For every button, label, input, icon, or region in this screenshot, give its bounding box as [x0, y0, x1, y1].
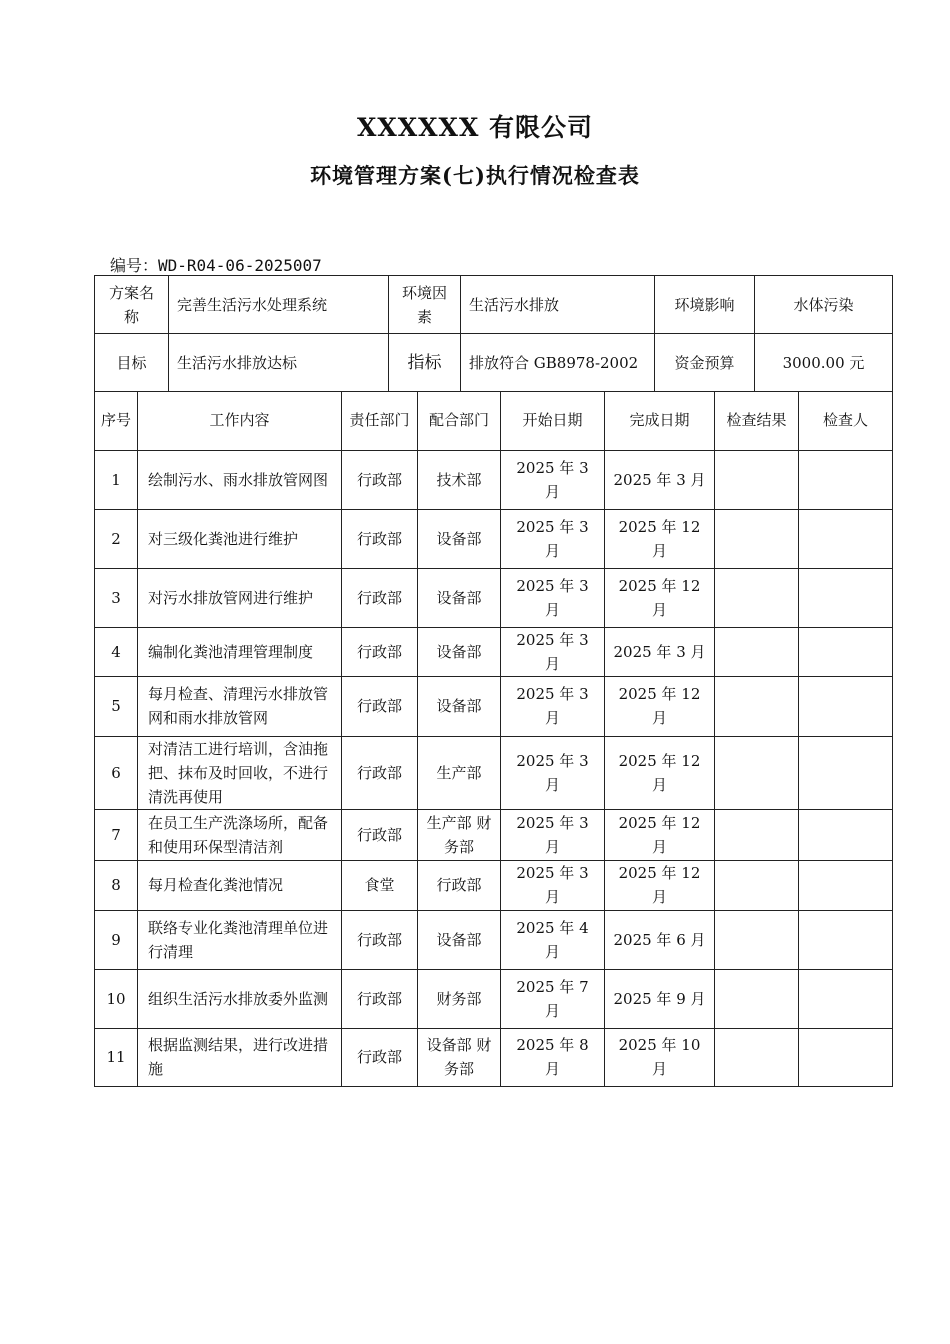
- cell-end: 2025 年 12 月: [605, 509, 715, 568]
- cell-resp: 食堂: [342, 860, 418, 910]
- env-impact-label: 环境影响: [655, 276, 755, 334]
- cell-resp: 行政部: [342, 969, 418, 1028]
- cell-result: [715, 860, 799, 910]
- cell-resp: 行政部: [342, 910, 418, 969]
- cell-checker: [799, 809, 893, 860]
- header-checker: 检查人: [799, 391, 893, 450]
- cell-start: 2025 年 3 月: [501, 676, 605, 736]
- cell-coop: 财务部: [418, 969, 501, 1028]
- cell-end: 2025 年 3 月: [605, 627, 715, 676]
- header-no: 序号: [95, 391, 138, 450]
- cell-result: [715, 910, 799, 969]
- table-header-row: [95, 391, 893, 450]
- cell-content: 绘制污水、雨水排放管网图: [138, 450, 342, 509]
- plan-info-table: [94, 275, 893, 392]
- cell-resp: 行政部: [342, 736, 418, 809]
- cell-coop: 设备部: [418, 676, 501, 736]
- cell-no: 5: [95, 676, 138, 736]
- cell-coop: 技术部: [418, 450, 501, 509]
- table-row: [95, 736, 893, 809]
- cell-start: 2025 年 3 月: [501, 627, 605, 676]
- table-row: [95, 860, 893, 910]
- target-value: 生活污水排放达标: [169, 334, 389, 392]
- cell-result: [715, 676, 799, 736]
- target-label: 目标: [95, 334, 169, 392]
- indicator-value: 排放符合 GB8978-2002: [461, 334, 655, 392]
- cell-end: 2025 年 10 月: [605, 1028, 715, 1086]
- cell-content: 每月检查、清理污水排放管网和雨水排放管网: [138, 676, 342, 736]
- cell-end: 2025 年 6 月: [605, 910, 715, 969]
- header-start: 开始日期: [501, 391, 605, 450]
- cell-start: 2025 年 3 月: [501, 509, 605, 568]
- cell-resp: 行政部: [342, 509, 418, 568]
- table-row: [95, 450, 893, 509]
- cell-no: 11: [95, 1028, 138, 1086]
- table-row: [95, 910, 893, 969]
- cell-resp: 行政部: [342, 568, 418, 627]
- cell-result: [715, 450, 799, 509]
- document-number: 编号：WD-R04-06-2025007: [110, 256, 322, 275]
- cell-start: 2025 年 3 月: [501, 736, 605, 809]
- cell-coop: 生产部: [418, 736, 501, 809]
- cell-coop: 生产部 财务部: [418, 809, 501, 860]
- form-title: 环境管理方案(七)执行情况检查表: [310, 163, 640, 188]
- cell-start: 2025 年 7 月: [501, 969, 605, 1028]
- cell-content: 联络专业化粪池清理单位进行清理: [138, 910, 342, 969]
- cell-no: 10: [95, 969, 138, 1028]
- task-table: [94, 391, 893, 1087]
- cell-content: 根据监测结果，进行改进措施: [138, 1028, 342, 1086]
- cell-no: 6: [95, 736, 138, 809]
- cell-coop: 设备部: [418, 568, 501, 627]
- header-resp: 责任部门: [342, 391, 418, 450]
- table-row: [95, 809, 893, 860]
- cell-result: [715, 1028, 799, 1086]
- cell-checker: [799, 736, 893, 809]
- table-row: [95, 627, 893, 676]
- cell-end: 2025 年 12 月: [605, 568, 715, 627]
- cell-checker: [799, 509, 893, 568]
- cell-resp: 行政部: [342, 1028, 418, 1086]
- cell-content: 对三级化粪池进行维护: [138, 509, 342, 568]
- cell-start: 2025 年 4 月: [501, 910, 605, 969]
- cell-checker: [799, 627, 893, 676]
- cell-end: 2025 年 12 月: [605, 860, 715, 910]
- cell-result: [715, 627, 799, 676]
- cell-start: 2025 年 3 月: [501, 450, 605, 509]
- cell-content: 编制化粪池清理管理制度: [138, 627, 342, 676]
- cell-start: 2025 年 3 月: [501, 568, 605, 627]
- cell-coop: 设备部: [418, 509, 501, 568]
- cell-content: 对污水排放管网进行维护: [138, 568, 342, 627]
- cell-resp: 行政部: [342, 809, 418, 860]
- budget-label: 资金预算: [655, 334, 755, 392]
- cell-coop: 设备部 财务部: [418, 1028, 501, 1086]
- header-coop: 配合部门: [418, 391, 501, 450]
- header-content: 工作内容: [138, 391, 342, 450]
- cell-resp: 行政部: [342, 450, 418, 509]
- cell-checker: [799, 860, 893, 910]
- plan-name-value: 完善生活污水处理系统: [169, 276, 389, 334]
- cell-start: 2025 年 3 月: [501, 809, 605, 860]
- cell-resp: 行政部: [342, 676, 418, 736]
- cell-checker: [799, 969, 893, 1028]
- company-title: XXXXXX 有限公司: [356, 113, 594, 142]
- cell-content: 每月检查化粪池情况: [138, 860, 342, 910]
- cell-result: [715, 809, 799, 860]
- cell-start: 2025 年 8 月: [501, 1028, 605, 1086]
- table-row: [95, 568, 893, 627]
- cell-checker: [799, 568, 893, 627]
- cell-start: 2025 年 3 月: [501, 860, 605, 910]
- cell-no: 7: [95, 809, 138, 860]
- cell-no: 2: [95, 509, 138, 568]
- cell-content: 在员工生产洗涤场所，配备和使用环保型清洁剂: [138, 809, 342, 860]
- cell-checker: [799, 910, 893, 969]
- cell-result: [715, 736, 799, 809]
- env-factor-value: 生活污水排放: [461, 276, 655, 334]
- cell-end: 2025 年 12 月: [605, 736, 715, 809]
- cell-checker: [799, 676, 893, 736]
- table-row: [95, 509, 893, 568]
- cell-no: 8: [95, 860, 138, 910]
- cell-result: [715, 509, 799, 568]
- cell-no: 4: [95, 627, 138, 676]
- cell-coop: 设备部: [418, 910, 501, 969]
- header-end: 完成日期: [605, 391, 715, 450]
- cell-checker: [799, 450, 893, 509]
- cell-coop: 行政部: [418, 860, 501, 910]
- env-impact-value: 水体污染: [755, 276, 893, 334]
- env-factor-label: 环境因素: [389, 276, 461, 334]
- header-result: 检查结果: [715, 391, 799, 450]
- table-row: [95, 969, 893, 1028]
- budget-value: 3000.00 元: [755, 334, 893, 392]
- cell-no: 1: [95, 450, 138, 509]
- cell-result: [715, 568, 799, 627]
- cell-end: 2025 年 12 月: [605, 809, 715, 860]
- cell-end: 2025 年 3 月: [605, 450, 715, 509]
- cell-end: 2025 年 9 月: [605, 969, 715, 1028]
- cell-result: [715, 969, 799, 1028]
- cell-resp: 行政部: [342, 627, 418, 676]
- table-row: [95, 1028, 893, 1086]
- table-row: [95, 676, 893, 736]
- cell-no: 3: [95, 568, 138, 627]
- indicator-label: 指标: [389, 334, 461, 392]
- cell-no: 9: [95, 910, 138, 969]
- plan-name-label: 方案名称: [95, 276, 169, 334]
- cell-end: 2025 年 12 月: [605, 676, 715, 736]
- cell-coop: 设备部: [418, 627, 501, 676]
- cell-content: 对清洁工进行培训，含油拖把、抹布及时回收，不进行清洗再使用: [138, 736, 342, 809]
- cell-checker: [799, 1028, 893, 1086]
- cell-content: 组织生活污水排放委外监测: [138, 969, 342, 1028]
